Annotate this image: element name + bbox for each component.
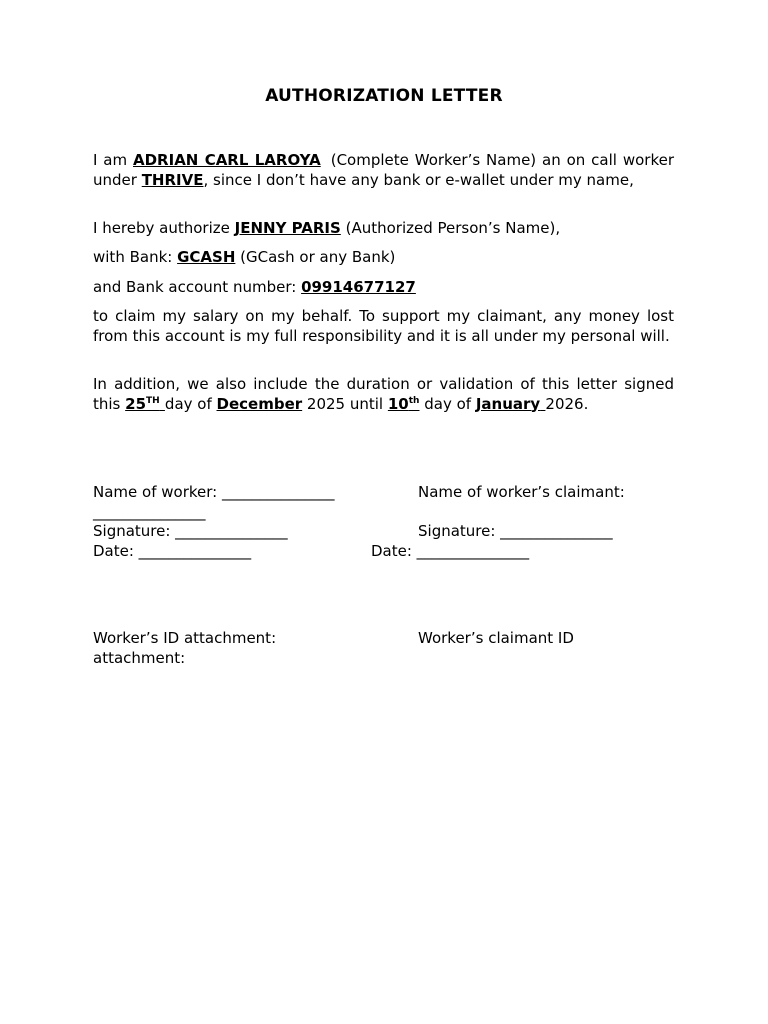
paragraph-account-number bbox=[93, 278, 674, 298]
worker-name-blank: _______________ bbox=[93, 503, 206, 521]
text-segment: (GCash or any Bank) bbox=[235, 248, 396, 266]
text-segment: day of bbox=[164, 394, 217, 413]
start-day-field bbox=[125, 395, 165, 413]
text-segment: I am bbox=[93, 151, 133, 169]
text-segment: In addition, we also include the duration or validation of this letter signed this bbox=[93, 375, 674, 413]
end-month-text: January bbox=[475, 394, 541, 413]
text-segment: 2026. bbox=[545, 394, 589, 413]
claimant-signature-line: Signature: _______________ bbox=[418, 522, 613, 540]
text-segment: I hereby authorize bbox=[93, 219, 235, 237]
text-segment: day of bbox=[419, 394, 476, 413]
paragraph-responsibility: to claim my salary on my behalf. To support my claimant, any money lost from this account is my full responsibility and it is all under my personal will. bbox=[93, 307, 674, 345]
bank-field: GCASH bbox=[177, 248, 236, 266]
end-day-suffix: th bbox=[408, 395, 420, 406]
start-month-field: December bbox=[216, 394, 303, 413]
account-number-field: 09914677127 bbox=[301, 278, 416, 296]
worker-id-attachment-label: Worker’s ID attachment: bbox=[93, 629, 277, 647]
worker-signature-line: Signature: _______________ bbox=[93, 522, 288, 540]
paragraph-bank bbox=[93, 248, 674, 268]
worker-id-attachment-label-wrap: attachment: bbox=[93, 649, 186, 667]
text-segment: 2025 until bbox=[302, 394, 388, 413]
end-month-field bbox=[476, 395, 546, 413]
text-segment: (Authorized Person’s Name), bbox=[340, 219, 561, 237]
letter-title: AUTHORIZATION LETTER bbox=[265, 86, 503, 106]
end-day-number: 10 bbox=[387, 394, 409, 413]
paragraph-authorization bbox=[93, 219, 674, 239]
start-day-number: 25 bbox=[125, 394, 147, 413]
worker-name-label: Name of worker: _______________ bbox=[93, 483, 335, 501]
text-segment: and Bank account number: bbox=[93, 278, 302, 296]
text-segment: with Bank: bbox=[93, 248, 178, 266]
worker-date-line: Date: _______________ bbox=[93, 542, 252, 560]
paragraph-validity bbox=[93, 375, 674, 414]
claimant-name-label: Name of worker’s claimant: bbox=[418, 483, 625, 501]
start-day-suffix: TH bbox=[146, 395, 160, 406]
claimant-date-line: Date: _______________ bbox=[371, 542, 530, 560]
text-segment: (Complete Worker’s Name) an on call worker under bbox=[93, 151, 674, 189]
claimant-id-attachment-label: Worker’s claimant ID bbox=[418, 629, 574, 647]
company-name-field: THRIVE bbox=[141, 170, 204, 189]
worker-name-field: ADRIAN CARL LAROYA bbox=[133, 151, 321, 169]
end-day-field bbox=[388, 395, 420, 413]
text-segment: , since I don’t have any bank or e-wallet under my name, bbox=[203, 170, 634, 189]
authorized-person-field: JENNY PARIS bbox=[234, 219, 341, 237]
paragraph-worker-intro bbox=[93, 151, 674, 190]
